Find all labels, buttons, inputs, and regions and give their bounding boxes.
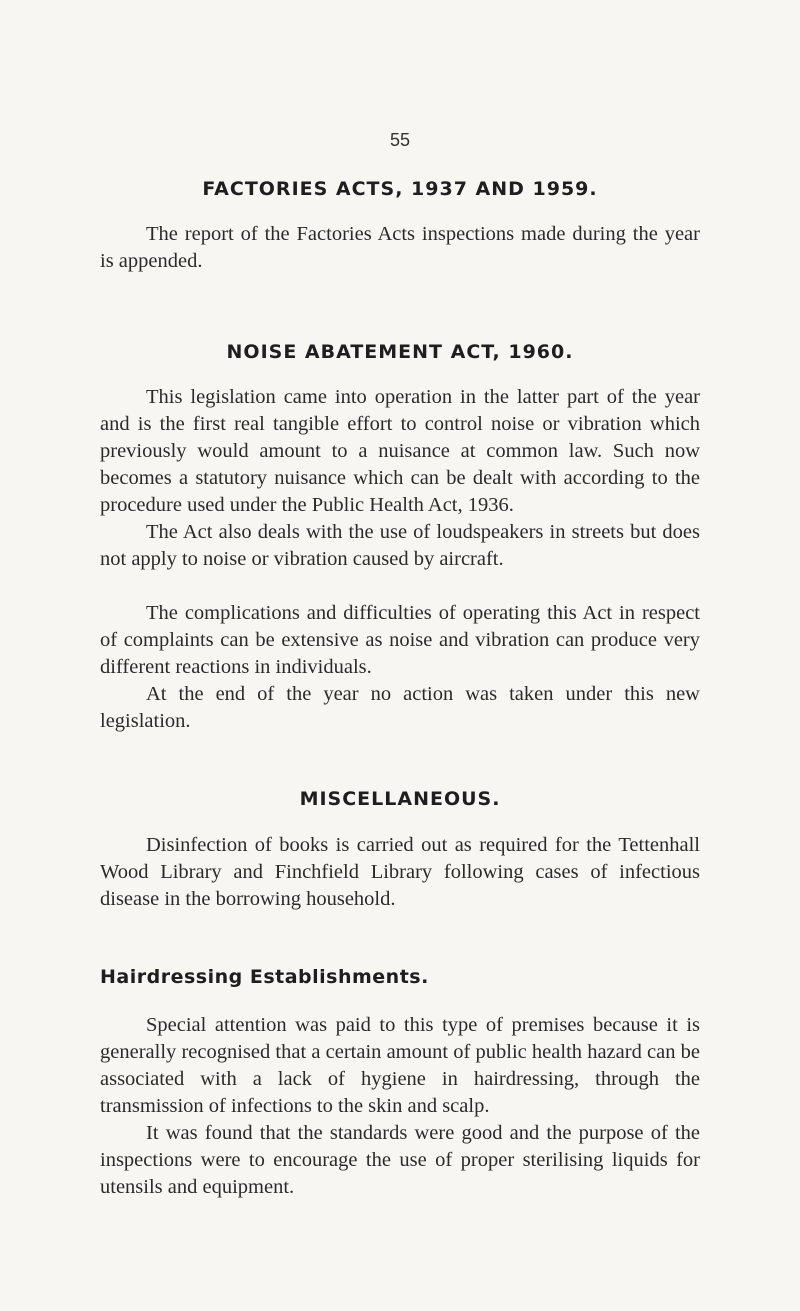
miscellaneous-heading: MISCELLANEOUS. — [299, 788, 501, 810]
hairdressing-paragraph-2: It was found that the standards were good and the purpose of the inspections were to encourage the use of proper sterilising liquids for utensils and equipment. — [100, 1122, 700, 1198]
factories-paragraph-1: The report of the Factories Acts inspections made during the year is appended. — [100, 223, 700, 272]
page-number: 55 — [389, 130, 411, 150]
miscellaneous-paragraph-1: Disinfection of books is carried out as required for the Tettenhall Wood Library and Finchfield Library following cases of infectious disease in the borrowing household. — [100, 834, 700, 910]
factories-acts-heading: FACTORIES ACTS, 1937 AND 1959. — [202, 178, 598, 200]
noise-paragraph-4: At the end of the year no action was taken under this new legislation. — [100, 683, 700, 732]
hairdressing-heading: Hairdressing Establishments. — [100, 966, 429, 988]
hairdressing-paragraph-1: Special attention was paid to this type of premises because it is generally recognised that a certain amount of public health hazard can be associated with a lack of hygiene in hairdressing, through the transmission of infections to the skin and scalp. — [100, 1014, 700, 1117]
noise-paragraph-1: This legislation came into operation in the latter part of the year and is the first real tangible effort to control noise or vibration which previously would amount to a nuisance at common law. Such now becomes a statutory nuisance which can be dealt with according to the procedure used under the Public Health Act, 1936. — [100, 386, 700, 516]
noise-abatement-heading: NOISE ABATEMENT ACT, 1960. — [226, 341, 574, 363]
noise-paragraph-3: The complications and difficulties of operating this Act in respect of complaints can be extensive as noise and vibration can produce very different reactions in individuals. — [100, 602, 700, 678]
noise-paragraph-2: The Act also deals with the use of loudspeakers in streets but does not apply to noise or vibration caused by aircraft. — [100, 521, 700, 570]
